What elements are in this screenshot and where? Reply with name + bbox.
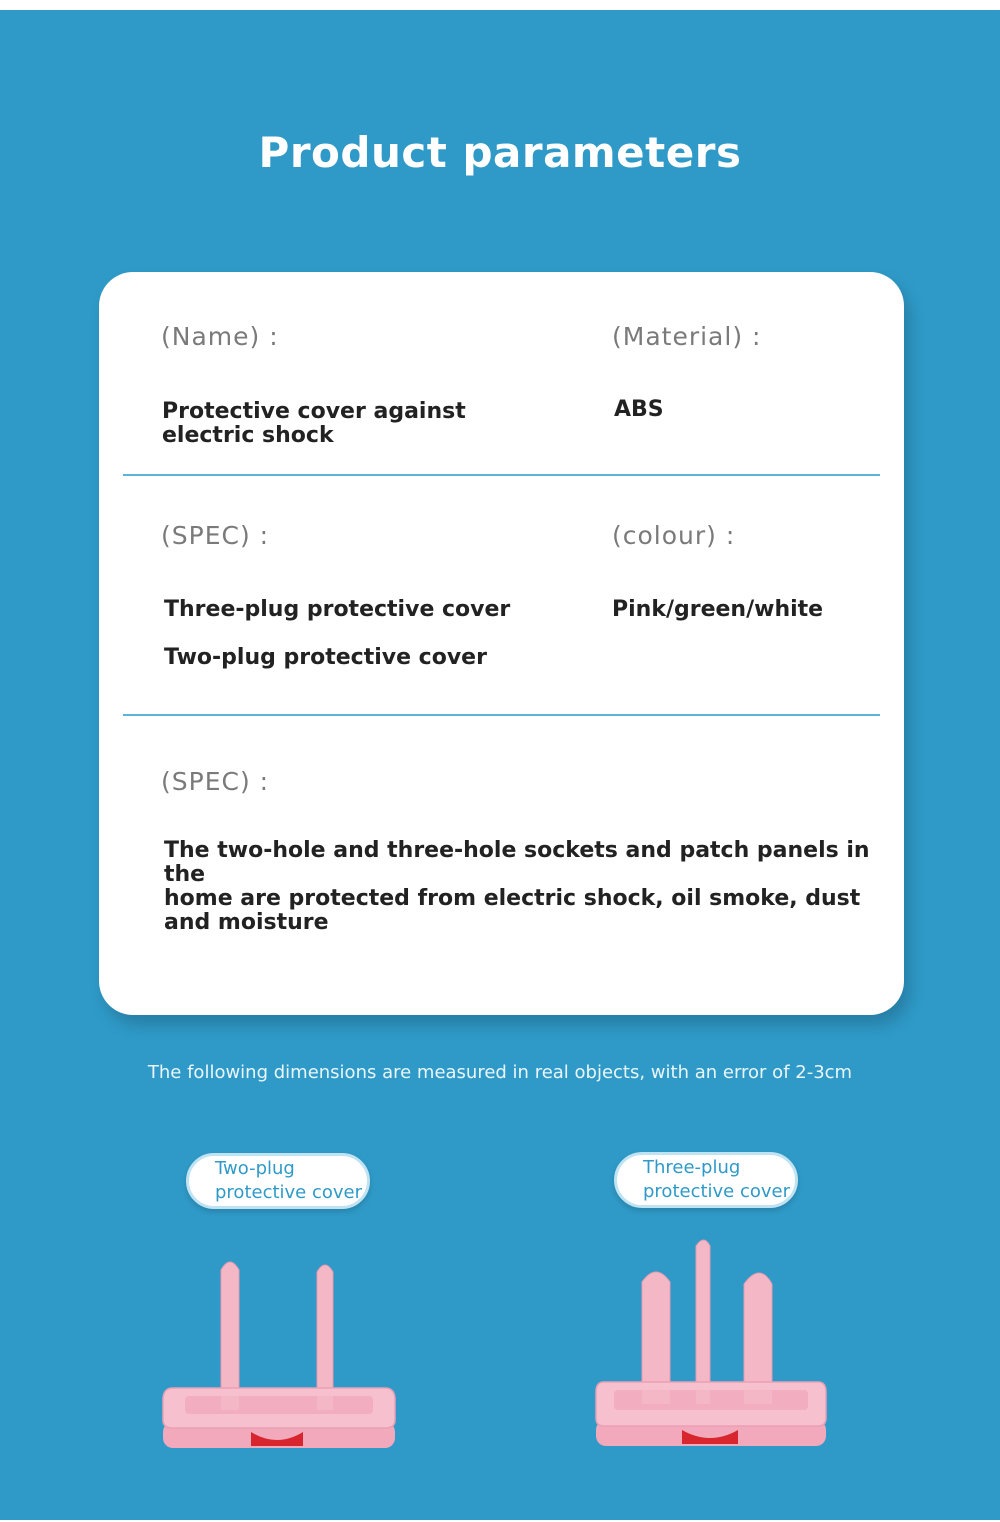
measurement-note: The following dimensions are measured in real objects, with an error of 2-3cm: [147, 1062, 853, 1083]
three-plug-label-line-2: protective cover: [643, 1181, 791, 1202]
three-plug-label-line-1: Three-plug: [643, 1157, 741, 1178]
spec-value-2: Two-plug protective cover: [164, 645, 487, 670]
material-label: (Material) :: [612, 322, 762, 351]
spec2-label: (SPEC) :: [161, 767, 270, 796]
two-plug-label-badge: [186, 1153, 370, 1209]
spec-label: (SPEC) :: [161, 521, 270, 550]
colour-value: Pink/green/white: [612, 597, 824, 622]
two-plug-label-line-1: Two-plug: [215, 1158, 295, 1179]
page-background: [0, 10, 1000, 1520]
description-line-1: The two-hole and three-hole sockets and patch panels in the: [164, 838, 870, 887]
page-title: Product parameters: [258, 128, 742, 177]
name-value-line-2: electric shock: [162, 423, 334, 448]
name-value-line-1: Protective cover against: [162, 399, 466, 424]
two-plug-cover-icon: [155, 1250, 405, 1450]
description: [164, 839, 904, 935]
two-plug-label-line-2: protective cover: [215, 1182, 363, 1203]
divider: [123, 714, 880, 716]
description-line-3: and moisture: [164, 910, 329, 935]
spec-value-1: Three-plug protective cover: [164, 597, 511, 622]
material-value: ABS: [614, 397, 664, 422]
three-plug-cover-icon: [588, 1232, 838, 1452]
three-plug-label-badge: [614, 1152, 798, 1208]
description-line-2: home are protected from electric shock, oil smoke, dust: [164, 886, 861, 911]
name-value: [162, 400, 466, 448]
divider: [123, 474, 880, 476]
colour-label: (colour) :: [612, 521, 736, 550]
name-label: (Name) :: [161, 322, 279, 351]
parameters-card: [99, 272, 904, 1015]
